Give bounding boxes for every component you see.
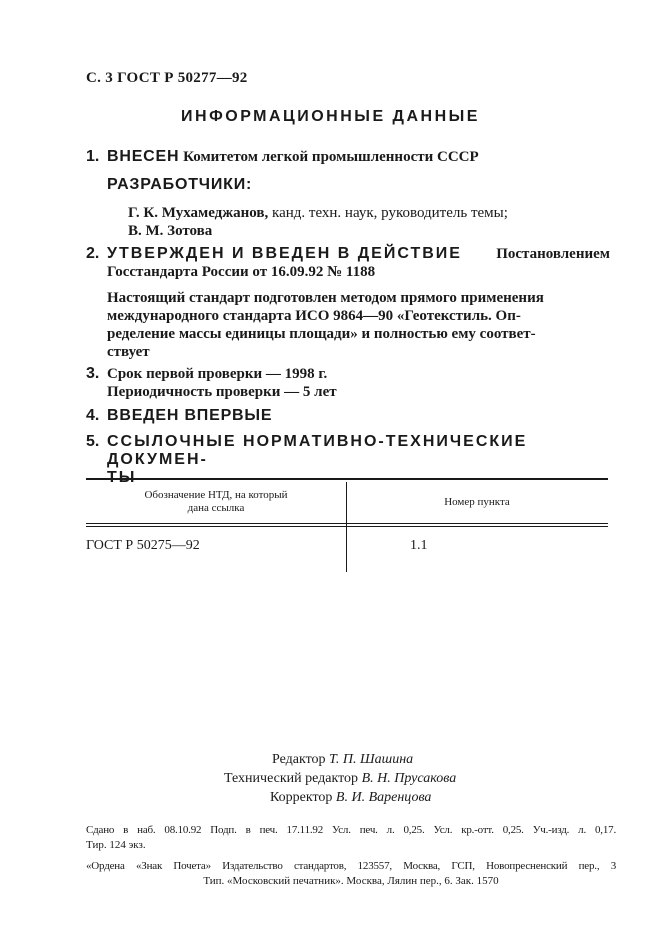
table-row-clause: 1.1 [410, 538, 428, 553]
editor-label: Редактор [272, 752, 326, 767]
developers-list [128, 204, 610, 240]
item-4 [86, 407, 610, 425]
item-4-number: 4. [86, 407, 100, 424]
item-5-heading-1: ССЫЛОЧНЫЕ НОРМАТИВНО-ТЕХНИЧЕСКИЕ ДОКУМЕН- [107, 433, 528, 468]
editor-name: Т. П. Шашина [329, 752, 414, 767]
table-header-ntd-line-2: дана ссылка [187, 502, 245, 514]
imprint-line-4: Тип. «Московский печатник». Москва, Лялин пер., 6. Зак. 1570 [203, 875, 499, 887]
developer-1-role: канд. техн. наук, руководитель темы; [272, 205, 508, 221]
item-3 [86, 365, 610, 401]
table-header-rule [86, 523, 608, 524]
imprint-footer [86, 823, 616, 889]
note-paragraph [86, 289, 610, 361]
table-row-ntd: ГОСТ Р 50275—92 [86, 538, 200, 553]
developer-2-name: В. М. Зотова [128, 223, 213, 239]
imprint-line-3: «Ордена «Знак Почета» Издательство стандартов, 123557, Москва, ГСП, Новопресненский пер., 3 [86, 860, 616, 872]
proofreader-label: Корректор [270, 790, 333, 805]
item-5-number: 5. [86, 433, 100, 450]
item-5-heading-2: ТЫ [107, 469, 137, 486]
table-header-ntd [86, 489, 346, 515]
developers-heading: РАЗРАБОТЧИКИ: [107, 176, 253, 193]
item-3-line-1: Срок первой проверки — 1998 г. [107, 366, 328, 382]
page-header: С. 3 ГОСТ Р 50277—92 [86, 70, 248, 86]
item-4-heading: ВВЕДЕН ВПЕРВЫЕ [107, 407, 273, 424]
note-line-4: ствует [107, 344, 150, 360]
note-line-1: Настоящий стандарт подготовлен методом прямого применения [107, 290, 544, 306]
note-line-3: ределение массы единицы площади» и полностью ему соответ- [107, 326, 536, 342]
item-1-text: Комитетом легкой промышленности СССР [183, 149, 479, 165]
item-1-number: 1. [86, 148, 100, 165]
developers-block [86, 176, 610, 194]
item-2-heading: УТВЕРЖДЕН И ВВЕДЕН В ДЕЙСТВИЕ [107, 245, 462, 262]
table-top-rule [86, 478, 608, 480]
item-2-text-1: Постановлением [496, 246, 610, 262]
table-header-clause: Номер пункта [444, 496, 510, 508]
item-3-line-2: Периодичность проверки — 5 лет [107, 384, 337, 400]
tech-editor-label: Технический редактор [224, 771, 359, 786]
item-1 [86, 148, 610, 166]
table-header-ntd-line-1: Обозначение НТД, на который [144, 489, 288, 501]
credit-proofreader [270, 790, 431, 806]
section-title: ИНФОРМАЦИОННЫЕ ДАННЫЕ [181, 108, 480, 125]
proofreader-name: В. И. Варенцова [335, 790, 432, 805]
item-1-heading: ВНЕСЕН [107, 148, 180, 165]
item-3-number: 3. [86, 365, 100, 382]
imprint-line-1: Сдано в наб. 08.10.92 Подп. в печ. 17.11.92 Усл. печ. л. 0,25. Усл. кр.-отт. 0,25. Уч.-изд. л. 0,17. [86, 824, 616, 836]
table-header-rule-2 [86, 526, 608, 527]
note-line-2: международного стандарта ИСО 9864—90 «Геотекстиль. Оп- [107, 308, 521, 324]
tech-editor-name: В. Н. Прусакова [361, 771, 457, 786]
developer-1-name: Г. К. Мухамеджанов, [128, 205, 269, 221]
item-2 [86, 245, 610, 281]
credit-tech-editor [224, 771, 456, 787]
item-2-number: 2. [86, 245, 100, 262]
credit-editor [272, 752, 413, 768]
imprint-line-2: Тир. 124 экз. [86, 839, 146, 851]
item-2-text-2: Госстандарта России от 16.09.92 № 1188 [107, 264, 376, 280]
